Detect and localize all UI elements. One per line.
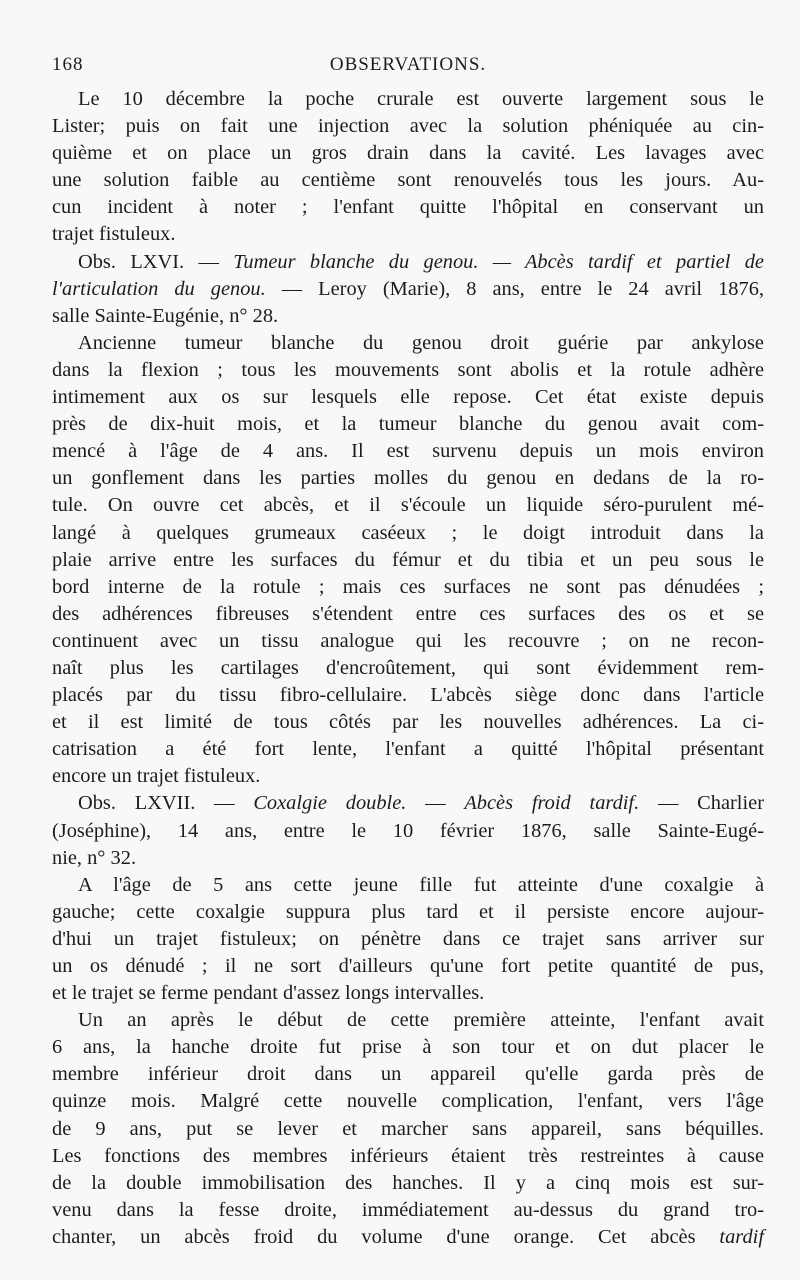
text-run: de la double immobilisation des hanches. Il y a cinq mois est sur- xyxy=(52,1171,764,1194)
text-line xyxy=(52,1224,764,1251)
text-line xyxy=(52,1034,764,1061)
text-run: Obs. LXVII. — xyxy=(78,792,254,815)
italic-run: l'articulation du genou. xyxy=(52,277,266,300)
text-run: nie, n° 32. xyxy=(52,846,137,869)
text-run: d'hui un trajet fistuleux; on pénètre dans ce trajet sans arriver sur xyxy=(52,927,764,950)
text-run: Les fonctions des membres inférieurs étaient très restreintes à cause xyxy=(52,1144,764,1167)
text-line xyxy=(52,1007,764,1034)
body-text xyxy=(52,86,764,1251)
text-run: quinze mois. Malgré cette nouvelle complication, l'enfant, vers l'âge xyxy=(52,1090,764,1113)
text-run: langé à quelques grumeaux caséeux ; le doigt introduit dans la xyxy=(52,521,764,544)
text-run: Ancienne tumeur blanche du genou droit guérie par ankylose xyxy=(78,331,764,354)
text-line xyxy=(52,357,764,384)
text-line xyxy=(52,736,764,763)
text-run: Le 10 décembre la poche crurale est ouverte largement sous le xyxy=(78,88,764,110)
text-line xyxy=(52,249,764,276)
text-run: un gonflement dans les parties molles du genou en dedans de la ro- xyxy=(52,467,764,490)
text-run: membre inférieur droit dans un appareil qu'elle garda près de xyxy=(52,1063,764,1086)
text-line xyxy=(52,601,764,628)
text-run: dans la flexion ; tous les mouvements sont abolis et la rotule adhère xyxy=(52,358,764,381)
text-run: quième et on place un gros drain dans la cavité. Les lavages avec xyxy=(52,142,764,165)
italic-run: Coxalgie double. xyxy=(253,792,407,815)
text-line xyxy=(52,953,764,980)
text-line xyxy=(52,1170,764,1197)
running-title: OBSERVATIONS. xyxy=(329,54,487,75)
text-line xyxy=(52,709,764,736)
text-run: — Charlier xyxy=(639,792,764,815)
text-line xyxy=(52,655,764,682)
text-line xyxy=(52,221,764,248)
text-line xyxy=(52,872,764,899)
text-run: continuent avec un tissu analogue qui les recouvre ; on ne recon- xyxy=(52,629,764,652)
text-run: Un an après le début de cette première atteinte, l'enfant avait xyxy=(78,1009,764,1032)
text-line xyxy=(52,330,764,357)
text-run: et le trajet se ferme pendant d'assez longs intervalles. xyxy=(52,982,485,1005)
text-run: encore un trajet fistuleux. xyxy=(52,765,261,788)
book-page xyxy=(52,0,764,1280)
text-run: naît plus les cartilages d'encroûtement, qui sont évidemment rem- xyxy=(52,656,764,679)
text-line xyxy=(52,411,764,438)
text-line xyxy=(52,1088,764,1115)
text-run: cun incident à noter ; l'enfant quitte l'hôpital en conservant un xyxy=(52,196,764,219)
text-line xyxy=(52,845,764,872)
text-run: trajet fistuleux. xyxy=(52,223,176,246)
text-run: 6 ans, la hanche droite fut prise à son tour et on dut placer le xyxy=(52,1036,764,1059)
text-run: placés par du tissu fibro-cellulaire. L'abcès siège donc dans l'article xyxy=(52,684,764,707)
text-run: A l'âge de 5 ans cette jeune fille fut atteinte d'une coxalgie à xyxy=(78,873,764,896)
text-line xyxy=(52,140,764,167)
text-line xyxy=(52,384,764,411)
text-line xyxy=(52,465,764,492)
text-line xyxy=(52,520,764,547)
text-line xyxy=(52,682,764,709)
text-line xyxy=(52,980,764,1007)
italic-run: tardif xyxy=(719,1225,764,1248)
text-line xyxy=(52,303,764,330)
text-line xyxy=(52,763,764,790)
text-run: bord interne de la rotule ; mais ces surfaces ne sont pas dénudées ; xyxy=(52,575,764,598)
text-run: gauche; cette coxalgie suppura plus tard et il persiste encore aujour- xyxy=(52,900,764,923)
text-line xyxy=(52,86,764,113)
text-run: des adhérences fibreuses s'étendent entre ces surfaces des os et se xyxy=(52,602,764,625)
text-run: une solution faible au centième sont renouvelés tous les jours. Au- xyxy=(52,169,764,192)
text-run: près de dix-huit mois, et la tumeur blanche du genou avait com- xyxy=(52,413,764,436)
page-number: 168 xyxy=(52,54,84,75)
text-run: catrisation a été fort lente, l'enfant a quitté l'hôpital présentant xyxy=(52,738,764,761)
italic-run: Tumeur blanche du genou. — Abcès tardif et partiel de xyxy=(233,250,764,273)
text-line xyxy=(52,167,764,194)
text-run: Lister; puis on fait une injection avec la solution phéniquée au cin- xyxy=(52,115,764,138)
text-line xyxy=(52,790,764,817)
text-run: Obs. LXVI. — xyxy=(78,250,234,273)
text-run: chanter, un abcès froid du volume d'une orange. Cet abcès xyxy=(52,1225,720,1248)
italic-run: Abcès froid tardif. xyxy=(464,792,640,815)
text-line xyxy=(52,547,764,574)
text-line xyxy=(52,574,764,601)
text-line xyxy=(52,438,764,465)
text-line xyxy=(52,1143,764,1170)
text-line xyxy=(52,1061,764,1088)
text-run: un os dénudé ; il ne sort d'ailleurs qu'une fort petite quantité de pus, xyxy=(52,955,764,977)
text-run: — Leroy (Marie), 8 ans, entre le 24 avril 1876, xyxy=(265,277,764,300)
text-line xyxy=(52,492,764,519)
text-run: plaie arrive entre les surfaces du fémur et du tibia et un peu sous le xyxy=(52,548,764,571)
text-line xyxy=(52,276,764,303)
text-run: venu dans la fesse droite, immédiatement au-dessus du grand tro- xyxy=(52,1198,764,1221)
text-line xyxy=(52,628,764,655)
text-line xyxy=(52,194,764,221)
text-line xyxy=(52,899,764,926)
text-run: mencé à l'âge de 4 ans. Il est survenu depuis un mois environ xyxy=(52,440,764,463)
text-line xyxy=(52,113,764,140)
text-run: intimement aux os sur lesquels elle repose. Cet état existe depuis xyxy=(52,386,764,409)
text-run: (Joséphine), 14 ans, entre le 10 février 1876, salle Sainte-Eugé- xyxy=(52,819,764,842)
text-run: salle Sainte-Eugénie, n° 28. xyxy=(52,304,279,327)
text-run: et il est limité de tous côtés par les nouvelles adhérences. La ci- xyxy=(52,711,764,734)
text-line xyxy=(52,926,764,953)
text-line xyxy=(52,1197,764,1224)
text-run: — xyxy=(406,792,465,815)
text-line xyxy=(52,818,764,845)
text-run: tule. On ouvre cet abcès, et il s'écoule un liquide séro-purulent mé- xyxy=(52,494,764,517)
text-line xyxy=(52,1116,764,1143)
text-run: de 9 ans, put se lever et marcher sans appareil, sans béquilles. xyxy=(52,1117,764,1140)
